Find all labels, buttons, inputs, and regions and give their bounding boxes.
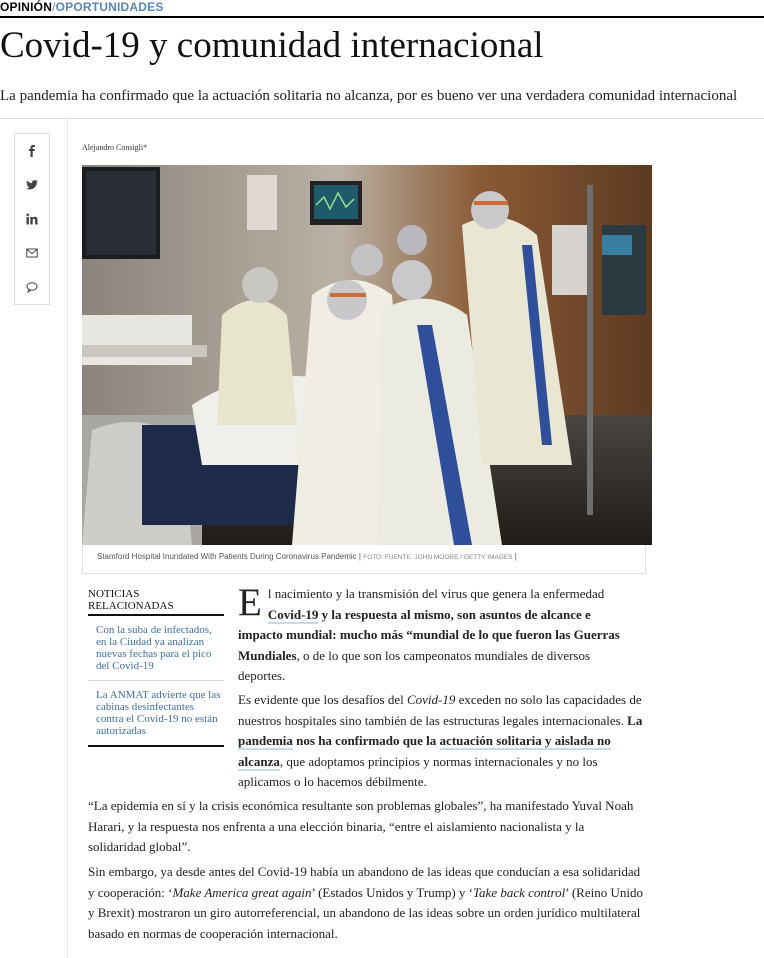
related-news-item[interactable]: La ANMAT advierte que las cabinas desinfectantes contra el Covid-19 no están autorizadas <box>88 681 224 747</box>
top-rule <box>0 16 764 18</box>
hospital-scene-illustration <box>82 165 652 545</box>
pandemia-link[interactable]: pandemia <box>238 733 293 748</box>
share-mail-button[interactable] <box>15 236 49 270</box>
article-paragraph: Es evidente que los desafíos del Covid-19 exceden no solo las capacidades de nuestros hospitales sino también de las estructuras legales internacionales. La pandemia nos ha confirmado que la actuación solitaria y aislada no alcanza, que adoptamos principios y normas internacionales y no los aplicamos o lo hacemos débilmente. <box>238 692 643 789</box>
article-paragraph: El nacimiento y la transmisión del virus que genera la enfermedad Covid-19 y la respuesta al mismo, son asuntos de alcance e impacto mundial: mucho más “mundial de lo que fueron las Guerras Mundiales, o de lo que son los campeonatos mundiales de diversos deportes. <box>238 581 620 683</box>
share-facebook-button[interactable] <box>15 134 49 168</box>
breadcrumb <box>0 0 164 14</box>
byline: Alejandro Consigli* <box>82 143 148 152</box>
facebook-icon <box>26 145 38 157</box>
drop-cap: E <box>238 581 262 624</box>
article-headline: Covid-19 y comunidad internacional <box>0 25 544 66</box>
photo-credit: FOTO: FUENTE: JOHN MOORE / GETTY IMAGES <box>363 554 513 561</box>
covid-link[interactable]: Covid-19 <box>267 606 319 622</box>
article-lede: La pandemia ha confirmado que la actuación solitaria no alcanza, por es bueno ver una verdadera comunidad internacional <box>0 88 738 104</box>
photo-caption: Stamford Hospital Inundated With Patients During Coronavirus Pandemic | FOTO: FUENTE: JOHN MOORE / GETTY IMAGES | <box>97 552 517 561</box>
article-paragraph: Sin embargo, ya desde antes del Covid-19 había un abandono de las ideas que conducían a esa solidaridad y cooperación: ‘Make America great again’ (Estados Unidos y Trump) y ‘Take back control’ (Reino Unido y Brexit) mostraron un giro autorreferencial, un abandono de las ideas sobre un orden jurídico multilateral basado en normas de cooperación internacional. <box>88 864 643 941</box>
linkedin-icon <box>26 213 38 225</box>
caption-box <box>82 545 646 574</box>
header-divider <box>0 118 764 119</box>
related-news-title: NOTICIAS RELACIONADAS <box>88 588 224 616</box>
mail-icon <box>26 247 38 259</box>
breadcrumb-separator: / <box>52 0 56 14</box>
share-twitter-button[interactable] <box>15 168 49 202</box>
share-comment-button[interactable] <box>15 270 49 304</box>
article-paragraph: “La epidemia en sí y la crisis económica resultante son problemas globales”, ha manifestado Yuval Noah Harari, y la respuesta nos enfrenta a una elección binaria, “entre el aislamiento nacionalista y la solidaridad global”. <box>88 798 634 854</box>
caption-text: Stamford Hospital Inundated With Patients During Coronavirus Pandemic <box>97 552 357 561</box>
share-linkedin-button[interactable] <box>15 202 49 236</box>
subsection-link[interactable]: OPORTUNIDADES <box>55 0 164 14</box>
twitter-icon <box>26 179 38 191</box>
comment-icon <box>26 281 38 293</box>
article-photo[interactable] <box>82 165 652 545</box>
related-news-item[interactable]: Con la suba de infectados, en la Ciudad ya analizan nuevas fechas para el pico del Covid-19 <box>88 616 224 681</box>
actuacion-link[interactable]: actuación solitaria y aislada no alcanza <box>238 733 611 769</box>
section-link[interactable]: OPINIÓN <box>0 0 53 14</box>
related-news <box>88 588 224 747</box>
column-divider <box>67 119 68 958</box>
share-bar <box>14 133 50 305</box>
